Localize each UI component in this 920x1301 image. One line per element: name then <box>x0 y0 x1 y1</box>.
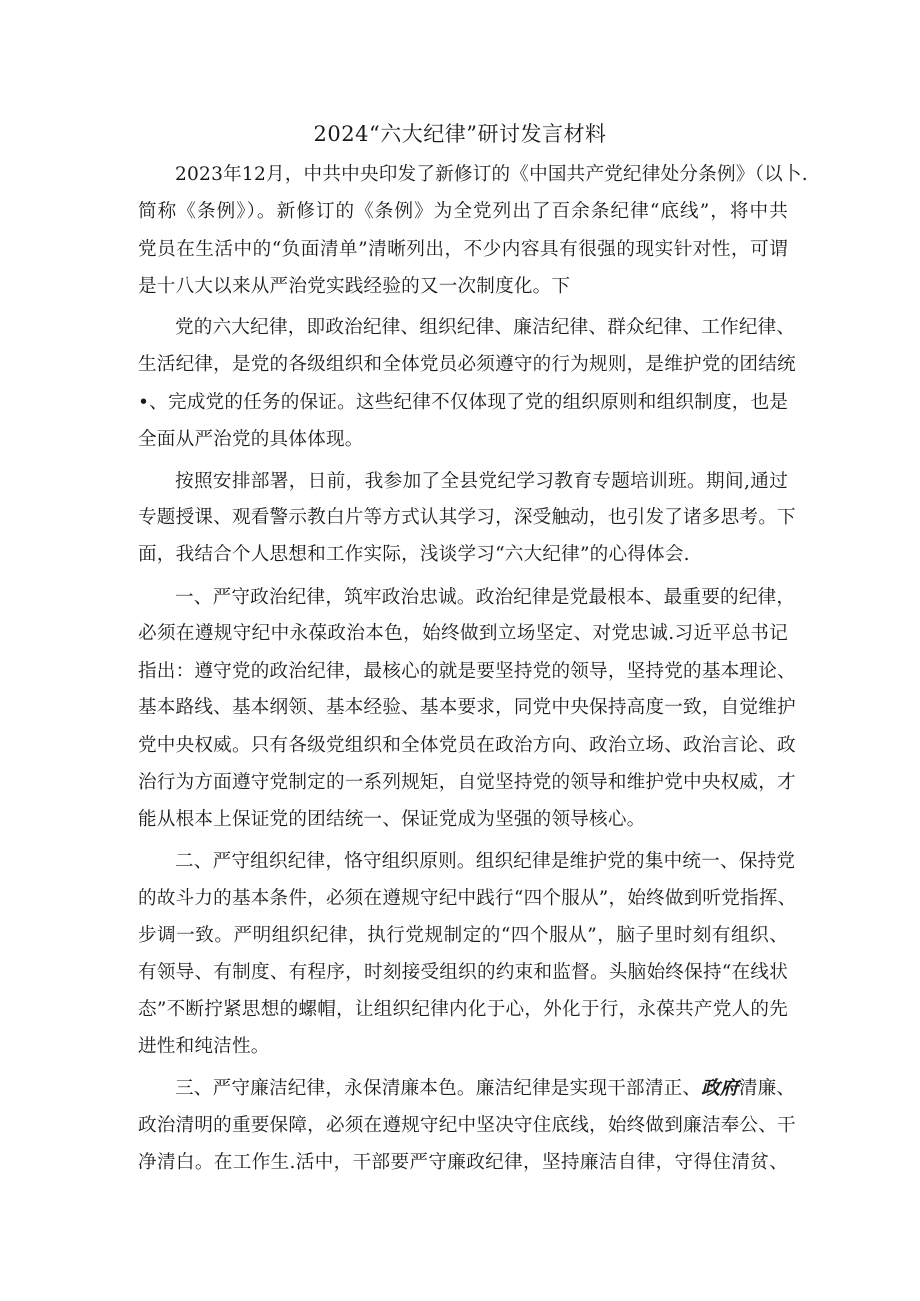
paragraph-line: 的故斗力的基本条件，必须在遵规守纪中践行“四个服从”，始终做到听党指挥、 <box>138 888 797 909</box>
paragraph-line: 指出：遵守党的政治纪律，最核心的就是要坚持党的领导，坚持党的基本理论、 <box>138 661 796 682</box>
paragraph-line: 净清白。在工作生.活中，干部要严守廉政纪律，坚持廉洁自律，守得住清贫、 <box>138 1152 788 1173</box>
paragraph-line: 面，我结合个人思想和工作实际，浅谈学习“六大纪律”的心得体会. <box>138 544 690 565</box>
paragraph-line: 党员在生活中的“负面清单”清晰列出，不少内容具有很强的现实针对性，可谓 <box>138 239 788 260</box>
paragraph-line: •、完成党的任务的保证。这些纪律不仅体现了党的组织原则和组织制度，也是 <box>138 392 789 413</box>
paragraph-line: 专题授课、观看警示教白片等方式认其学习，深受触动，也引发了诸多思考。下 <box>138 507 796 528</box>
paragraph-line: 治行为方面遵守党制定的一系列规矩，自觉坚持党的领导和维护党中央权威，才 <box>138 772 796 793</box>
emphasized-word: 政府 <box>701 1078 739 1099</box>
paragraph-line: 必须在遵规守纪中永葆政治本色，始终做到立场坚定、对党忠诚.习近平总书记 <box>138 623 788 644</box>
paragraph-line: 能从根本上保证党的团结统一、保证党成为坚强的领导核心。 <box>138 809 646 830</box>
paragraph-line: 生活纪律，是党的各级组织和全体党员必须遵守的行为规则，是维护党的团结统 <box>138 354 796 375</box>
paragraph-line: 党的六大纪律，即政治纪律、组织纪律、廉洁纪律、群众纪律、工作纪律、 <box>175 317 796 338</box>
paragraph-line: 简称《条例》）。新修订的《条例》为全党列出了百余条纪律“底线”，将中共 <box>138 201 788 222</box>
line-text-end: 清廉、 <box>738 1078 796 1099</box>
paragraph-line <box>175 1074 796 1104</box>
paragraph-line: 一、严守政治纪律，筑牢政治忠诚。政治纪律是党最根本、最重要的纪律， <box>175 587 796 608</box>
line-text-start: 三、严守廉洁纪律，永保清廉本色。廉洁纪律是实现干部清正、 <box>175 1078 702 1099</box>
paragraph-line: 二、严守组织纪律，恪守组织原则。组织纪律是维护党的集中统一、保持党 <box>175 851 796 872</box>
paragraph-line: 步调一致。严明组织纪律，执行党规制定的“四个服从”，脑子里时刻有组织、 <box>138 925 788 946</box>
paragraph-line: 党中央权威。只有各级党组织和全体党员在政治方向、政治立场、政治言论、政 <box>138 735 796 756</box>
document-title: 2024“六大纪律”研讨发言材料 <box>313 122 607 146</box>
paragraph-line: 基本路线、基本纲领、基本经验、基本要求，同党中央保持高度一致，自觉维护 <box>138 697 796 718</box>
paragraph-line: 是十八大以来从严治党实践经验的又一次制度化。下 <box>138 276 571 297</box>
paragraph-line: 有领导、有制度、有程序，时刻接受组织的约束和监督。头脑始终保持“在线状 <box>138 962 788 983</box>
paragraph-line: 进性和纯洁性。 <box>138 1036 270 1057</box>
paragraph-line: 2023年12月，中共中央印发了新修订的《中国共产党纪律处分条例》（以卜. <box>175 164 808 185</box>
paragraph-line: 态”不断拧紧思想的螺帽，让组织纪律内化于心，外化于行，永葆共产党人的先 <box>138 999 788 1020</box>
paragraph-line: 政治清明的重要保障，必须在遵规守纪中坚决守住底线，始终做到廉洁奉公、干 <box>138 1115 796 1136</box>
paragraph-line: 全面从严治党的具体体现。 <box>138 429 364 450</box>
paragraph-line: 按照安排部署，日前，我参加了全县党纪学习教育专题培训班。期间,通过 <box>175 471 788 492</box>
